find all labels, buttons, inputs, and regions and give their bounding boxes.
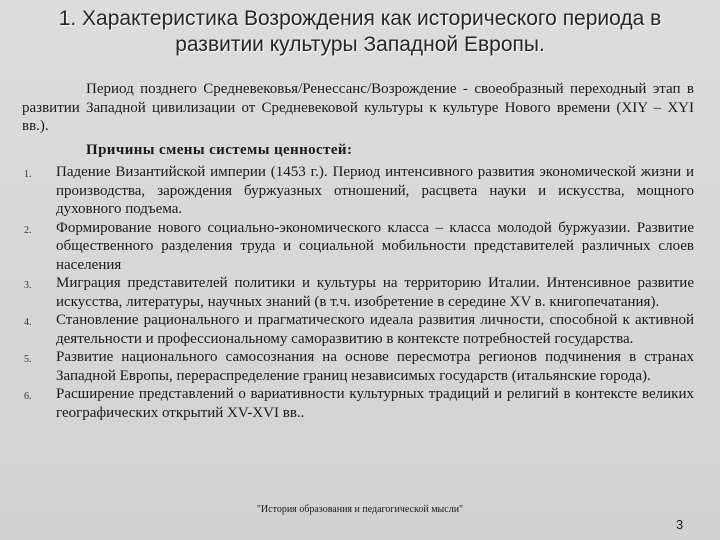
list-item bbox=[22, 385, 694, 422]
list-item-number: 1. bbox=[24, 169, 32, 180]
slide-title: 1. Характеристика Возрождения как исторического периода в развитии культуры Западной Европы. bbox=[58, 7, 662, 56]
list-item-text: Формирование нового социально-экономического класса – класса молодой буржуазии. Развитие общественного разделения труда и социальной мобильности представителей различных слоев населения bbox=[56, 219, 694, 273]
list-item bbox=[22, 311, 694, 348]
list-item-text: Падение Византийской империи (1453 г.). Период интенсивного развития экономической жизни и производства, зарождения буржуазных отношений, расцвета науки и искусства, мощного духовного подъема. bbox=[56, 164, 694, 217]
list-item bbox=[22, 163, 694, 219]
list-item bbox=[22, 274, 694, 311]
slide-body bbox=[22, 80, 694, 422]
list-item-text: Миграция представителей политики и культуры на территорию Италии. Интенсивное развитие искусства, литературы, научных знаний (в т.ч. изобретение в середине XV в. книгопечатания). bbox=[56, 275, 694, 310]
reasons-list bbox=[22, 163, 694, 422]
list-item-number: 6. bbox=[24, 391, 32, 402]
list-item-text: Становление рационального и прагматического идеала развития личности, способной к активной деятельности и профессиональному саморазвитию в контексте потребностей государства. bbox=[56, 312, 694, 347]
list-item-number: 4. bbox=[24, 317, 32, 328]
list-item bbox=[22, 219, 694, 275]
list-item-number: 2. bbox=[24, 224, 32, 236]
intro-paragraph: Период позднего Средневековья/Ренессанс/Возрождение - своеобразный переходный этап в развитии Западной цивилизации от Средневековой культуры к культуре Нового времени (XIY – XYI вв.). bbox=[22, 81, 694, 134]
page-number: 3 bbox=[676, 517, 684, 532]
list-item-text: Расширение представлений о вариативности культурных традиций и религий в контексте великих географических открытий XV-XVI вв.. bbox=[56, 386, 694, 421]
footer-note: "История образования и педагогической мысли" bbox=[256, 504, 464, 515]
list-item-text: Развитие национального самосознания на основе пересмотра регионов подчинения в странах Западной Европы, перераспределение границ независимых государств (итальянские города). bbox=[56, 349, 694, 384]
reasons-heading: Причины смены системы ценностей: bbox=[86, 141, 353, 158]
list-item bbox=[22, 348, 694, 385]
list-item-number: 5. bbox=[24, 354, 32, 365]
list-item-number: 3. bbox=[24, 280, 32, 291]
